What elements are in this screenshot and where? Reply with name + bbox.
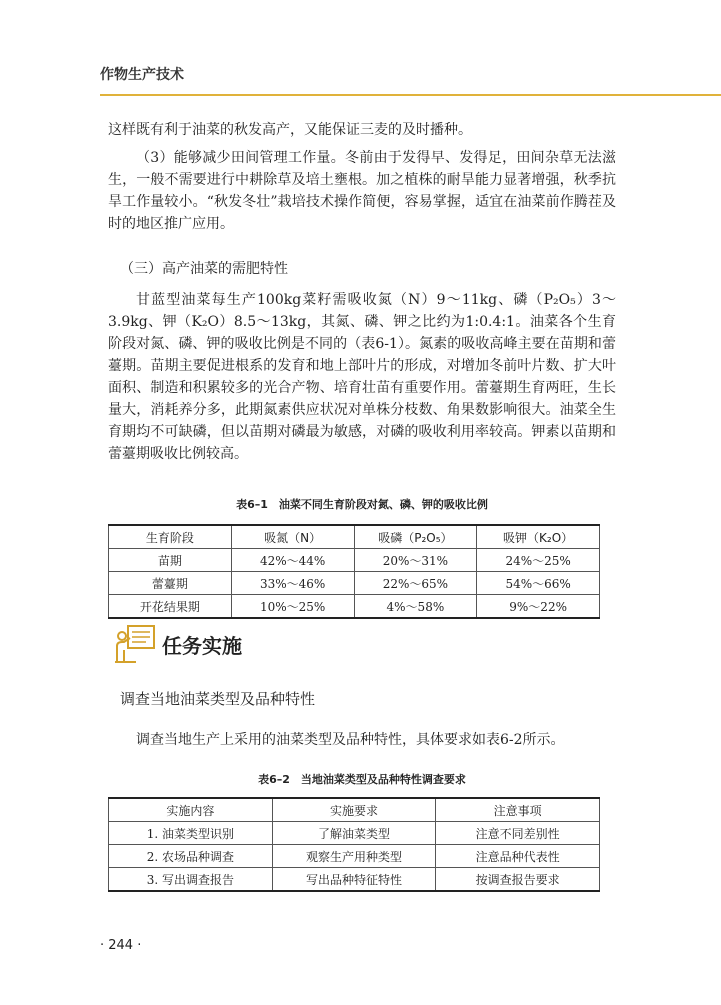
table-cell: 观察生产用种类型: [272, 845, 436, 868]
table-row: [109, 595, 600, 619]
table-header-cell: 生育阶段: [109, 525, 232, 549]
paragraph-2: （3）能够减少田间管理工作量。冬前由于发得早、发得足，田间杂草无法滋生，一般不需要进行中耕除草及培土壅根。加之植株的耐旱能力显著增强，秋季抗旱工作量较小。“秋发冬壮”栽培技术操作简便，容易掌握，适宜在油菜前作腾茬及时的地区推广应用。: [108, 150, 616, 232]
table-row: [109, 845, 600, 868]
table-cell: 注意不同差别性: [436, 822, 600, 845]
table-cell: 1. 油菜类型识别: [109, 822, 273, 845]
table-cell: 20%～31%: [354, 549, 477, 572]
table1-caption: 表6–1 油菜不同生育阶段对氮、磷、钾的吸收比例: [236, 498, 488, 511]
table-cell: 24%～25%: [477, 549, 600, 572]
table-nutrient-uptake: [108, 524, 600, 619]
table-cell: 开花结果期: [109, 595, 232, 619]
table-row: [109, 549, 600, 572]
table-row: [109, 868, 600, 892]
table-header-row: [109, 525, 600, 549]
table-cell: 4%～58%: [354, 595, 477, 619]
table-cell: 按调查报告要求: [436, 868, 600, 892]
table-header-cell: 实施内容: [109, 798, 273, 822]
table-row: [109, 822, 600, 845]
table-header-row: [109, 798, 600, 822]
table-row: [109, 572, 600, 595]
table-cell: 42%～44%: [231, 549, 354, 572]
page-number: · 244 ·: [100, 938, 142, 953]
table-header-cell: 实施要求: [272, 798, 436, 822]
table-cell: 33%～46%: [231, 572, 354, 595]
running-header: 作物生产技术: [100, 67, 184, 83]
table-cell: 9%～22%: [477, 595, 600, 619]
header-divider: [100, 94, 721, 96]
section-heading-3: （三）高产油菜的需肥特性: [120, 261, 288, 277]
teacher-board-icon: [114, 624, 158, 664]
task-title: 任务实施: [162, 634, 242, 658]
table-header-cell: 吸磷（P₂O₅）: [354, 525, 477, 549]
table-header-cell: 吸氮（N）: [231, 525, 354, 549]
table-survey-requirements: [108, 797, 600, 892]
paragraph-1: 这样既有利于油菜的秋发高产，又能保证三麦的及时播种。: [108, 122, 472, 138]
table-cell: 苗期: [109, 549, 232, 572]
table-cell: 蕾薹期: [109, 572, 232, 595]
table-cell: 注意品种代表性: [436, 845, 600, 868]
paragraph-3: 甘蓝型油菜每生产100kg菜籽需吸收氮（N）9～11kg、磷（P₂O₅）3～3.9kg、钾（K₂O）8.5～13kg，其氮、磷、钾之比约为1:0.4:1。油菜各个生育阶段对氮、磷、钾的吸收比例是不同的（表6-1）。氮素的吸收高峰主要在苗期和蕾薹期。苗期主要促进根系的发育和地上部叶片的形成，对增加冬前叶片数、扩大叶面积、制造和积累较多的光合产物、培育壮苗有重要作用。蕾薹期生育两旺，生长量大，消耗养分多，此期氮素供应状况对单株分枝数、角果数影响很大。油菜全生育期均不可缺磷，但以苗期对磷最为敏感，对磷的吸收利用率较高。钾素以苗期和蕾薹期吸收比例较高。: [108, 292, 616, 462]
table-cell: 22%～65%: [354, 572, 477, 595]
table-cell: 写出品种特征特性: [272, 868, 436, 892]
table-header-cell: 注意事项: [436, 798, 600, 822]
table-cell: 10%～25%: [231, 595, 354, 619]
task-banner: [114, 624, 374, 664]
table-cell: 3. 写出调查报告: [109, 868, 273, 892]
task-subheading: 调查当地油菜类型及品种特性: [120, 690, 316, 708]
table-header-cell: 吸钾（K₂O）: [477, 525, 600, 549]
table-cell: 了解油菜类型: [272, 822, 436, 845]
table2-caption: 表6–2 当地油菜类型及品种特性调查要求: [258, 773, 466, 786]
task-intro: 调查当地生产上采用的油菜类型及品种特性，具体要求如表6-2所示。: [136, 732, 565, 748]
table-cell: 2. 农场品种调查: [109, 845, 273, 868]
table-cell: 54%～66%: [477, 572, 600, 595]
